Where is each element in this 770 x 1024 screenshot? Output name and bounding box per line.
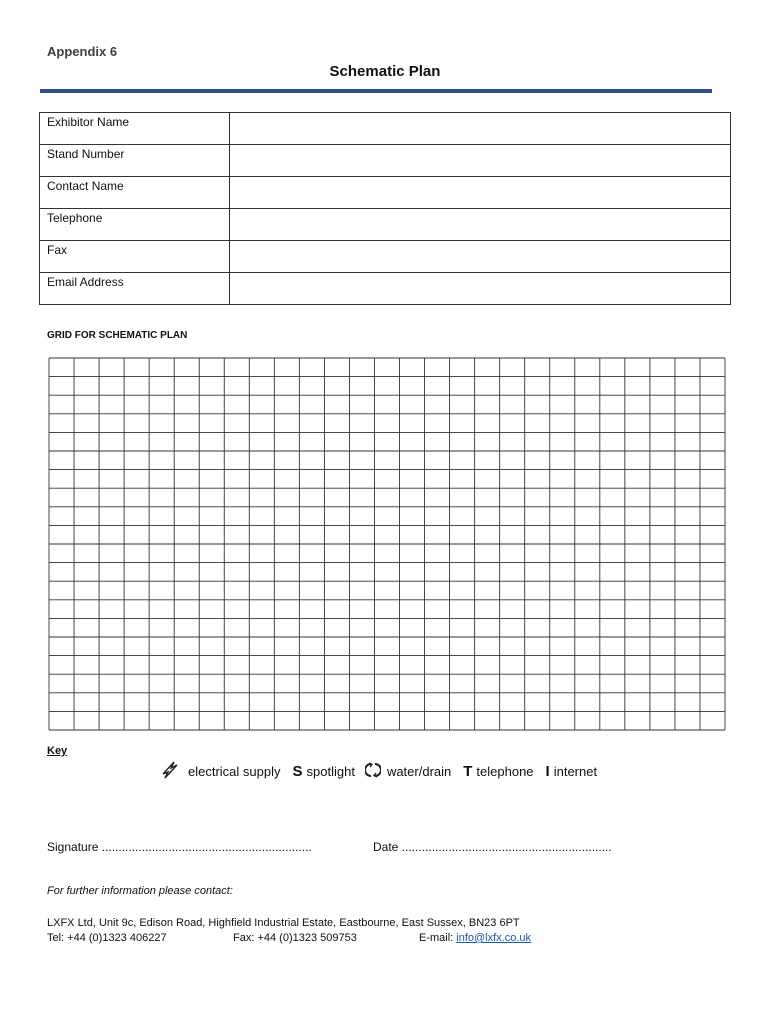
address-text: LXFX Ltd, Unit 9c, Edison Road, Highfield Industrial Estate, Eastbourne, East Sussex, BN23 6PT xyxy=(47,917,520,929)
table-row xyxy=(40,241,731,273)
field-label: Telephone xyxy=(40,209,230,241)
key-internet-symbol: I xyxy=(545,763,550,780)
appendix-label: Appendix 6 xyxy=(47,44,118,59)
field-label: Fax xyxy=(40,241,230,273)
key-spotlight-symbol: S xyxy=(292,763,303,780)
stand-number-field[interactable] xyxy=(230,145,731,177)
schematic-grid[interactable] xyxy=(48,357,726,731)
key-internet-text: internet xyxy=(553,764,598,779)
email-link[interactable]: info@lxfx.co.uk xyxy=(456,932,532,944)
lightning-icon xyxy=(160,761,180,782)
field-label: Contact Name xyxy=(40,177,230,209)
email-address-field[interactable] xyxy=(230,273,731,305)
grid-label: GRID FOR SCHEMATIC PLAN xyxy=(47,330,188,341)
field-label: Exhibitor Name xyxy=(40,113,230,145)
fax-field[interactable] xyxy=(230,241,731,273)
table-row xyxy=(40,273,731,305)
further-info-text: For further information please contact: xyxy=(47,885,233,897)
title-rule xyxy=(40,89,712,93)
signature-line[interactable]: Signature ............................................................... xyxy=(47,840,312,854)
key-electrical-text: electrical supply xyxy=(188,764,281,779)
key-water-text: water/drain xyxy=(386,764,452,779)
tel-text: Tel: +44 (0)1323 406227 xyxy=(47,932,167,944)
table-row xyxy=(40,177,731,209)
table-row xyxy=(40,145,731,177)
fax-text: Fax: +44 (0)1323 509753 xyxy=(233,932,357,944)
key-label: Key xyxy=(47,745,68,757)
exhibitor-name-field[interactable] xyxy=(230,113,731,145)
telephone-field[interactable] xyxy=(230,209,731,241)
key-spotlight-text: spotlight xyxy=(306,764,355,779)
key-telephone-text: telephone xyxy=(476,764,534,779)
field-label: Stand Number xyxy=(40,145,230,177)
page-title: Schematic Plan xyxy=(329,63,441,80)
email-prefix: E-mail: xyxy=(419,932,457,944)
table-row xyxy=(40,113,731,145)
exhibitor-info-table xyxy=(39,112,731,305)
contact-name-field[interactable] xyxy=(230,177,731,209)
key-telephone-symbol: T xyxy=(463,763,473,780)
water-drain-icon xyxy=(365,762,381,781)
field-label: Email Address xyxy=(40,273,230,305)
email-info xyxy=(419,932,531,944)
table-row xyxy=(40,209,731,241)
date-line[interactable]: Date ............................................................... xyxy=(373,840,612,854)
key-legend xyxy=(160,761,605,782)
